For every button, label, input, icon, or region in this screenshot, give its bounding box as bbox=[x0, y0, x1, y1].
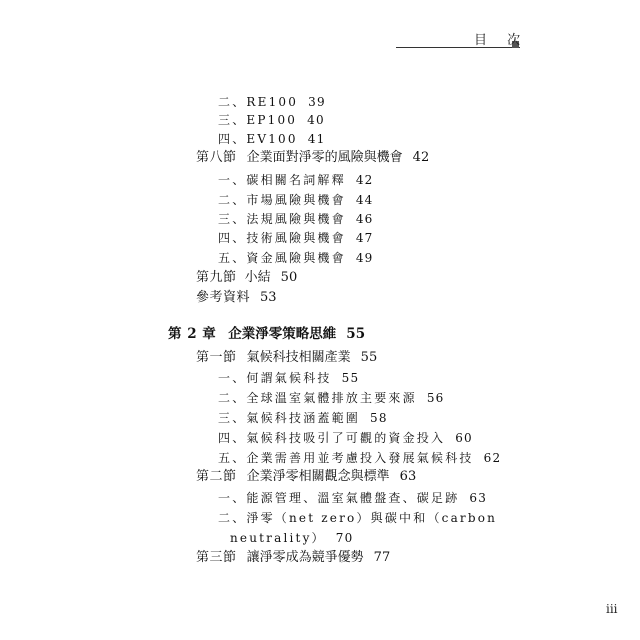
toc-item bbox=[218, 450, 501, 466]
toc-item bbox=[218, 192, 373, 208]
toc-section-page: 50 bbox=[280, 270, 298, 285]
toc-section-label: 第八節 bbox=[196, 150, 237, 165]
toc-references-label: 參考資料 bbox=[196, 290, 251, 305]
toc-section-title: 企業面對淨零的風險與機會 bbox=[246, 150, 403, 165]
running-header-title: 目 次 bbox=[474, 33, 529, 48]
toc-item-page: 62 bbox=[483, 451, 502, 465]
toc-item-label: 五、資金風險與機會 bbox=[218, 251, 346, 265]
toc-section-page: 55 bbox=[360, 350, 378, 365]
toc-section bbox=[196, 350, 377, 366]
toc-item-label: 二、RE100 bbox=[218, 95, 299, 109]
toc-item bbox=[218, 430, 473, 446]
toc-item-page: 41 bbox=[307, 132, 326, 146]
toc-section bbox=[196, 270, 297, 286]
toc-item bbox=[218, 172, 373, 188]
toc-item-page: 58 bbox=[370, 411, 388, 425]
toc-item-page: 56 bbox=[426, 391, 445, 405]
toc-item-label: 四、氣候科技吸引了可觀的資金投入 bbox=[218, 431, 446, 445]
toc-item bbox=[218, 94, 326, 110]
toc-item-page: 70 bbox=[335, 531, 354, 545]
toc-section-title: 企業淨零相關觀念與標準 bbox=[246, 469, 390, 484]
toc-item-page: 60 bbox=[455, 431, 473, 445]
toc-chapter bbox=[168, 326, 365, 342]
toc-section-title: 讓淨零成為競爭優勢 bbox=[246, 550, 364, 565]
toc-item-label: 二、淨零（net zero）與碳中和（carbon bbox=[218, 511, 498, 525]
toc-item bbox=[218, 490, 487, 506]
toc-item-label: 二、全球溫室氣體排放主要來源 bbox=[218, 391, 417, 405]
toc-section-title: 小結 bbox=[244, 270, 271, 285]
toc-chapter-title: 企業淨零策略思維 bbox=[228, 326, 337, 342]
toc-section bbox=[196, 469, 416, 485]
toc-item-label: 二、市場風險與機會 bbox=[218, 193, 346, 207]
toc-section-page: 77 bbox=[373, 550, 391, 565]
toc-item-continuation bbox=[230, 530, 353, 546]
toc-section-page: 63 bbox=[399, 469, 417, 484]
toc-item-label: 一、何謂氣候科技 bbox=[218, 371, 332, 385]
toc-item-page: 40 bbox=[307, 113, 325, 127]
toc-item-label: 五、企業需善用並考慮投入發展氣候科技 bbox=[218, 451, 474, 465]
toc-section-label: 第二節 bbox=[196, 469, 237, 484]
toc-item-label: neutrality） bbox=[230, 531, 326, 545]
toc-item-label: 一、能源管理、溫室氣體盤查、碳足跡 bbox=[218, 491, 460, 505]
toc-item-page: 47 bbox=[355, 231, 374, 245]
toc-item-page: 46 bbox=[355, 212, 374, 226]
toc-item-label: 一、碳相關名詞解釋 bbox=[218, 173, 346, 187]
toc-item-label: 三、EP100 bbox=[218, 113, 298, 127]
toc-chapter-label: 第 2 章 bbox=[168, 326, 217, 342]
toc-chapter-page: 55 bbox=[346, 326, 366, 342]
toc-item bbox=[218, 112, 325, 128]
toc-section-label: 第三節 bbox=[196, 550, 237, 565]
toc-item-page: 39 bbox=[308, 95, 326, 109]
toc-section bbox=[196, 150, 429, 166]
toc-item bbox=[218, 230, 373, 246]
toc-item-page: 44 bbox=[355, 193, 374, 207]
toc-item bbox=[218, 131, 325, 147]
toc-section-label: 第九節 bbox=[196, 270, 237, 285]
toc-section-label: 第一節 bbox=[196, 350, 237, 365]
toc-section-page: 42 bbox=[412, 150, 430, 165]
page-number: iii bbox=[606, 602, 618, 616]
toc-item bbox=[218, 370, 359, 386]
toc-item bbox=[218, 410, 388, 426]
toc-references bbox=[196, 290, 277, 306]
toc-references-page: 53 bbox=[260, 290, 277, 305]
toc-item bbox=[218, 390, 444, 406]
toc-section bbox=[196, 550, 390, 566]
toc-item bbox=[218, 250, 373, 266]
toc-item-label: 三、法規風險與機會 bbox=[218, 212, 346, 226]
toc-item-page: 49 bbox=[355, 251, 374, 265]
toc-item-page: 42 bbox=[355, 173, 374, 187]
toc-item-label: 四、EV100 bbox=[218, 132, 298, 146]
toc-item bbox=[218, 211, 373, 227]
toc-item-page: 55 bbox=[341, 371, 360, 385]
toc-item-page: 63 bbox=[469, 491, 488, 505]
toc-item-label: 四、技術風險與機會 bbox=[218, 231, 346, 245]
toc-item-label: 三、氣候科技涵蓋範圍 bbox=[218, 411, 361, 425]
toc-section-title: 氣候科技相關產業 bbox=[246, 350, 351, 365]
toc-item bbox=[218, 510, 497, 526]
